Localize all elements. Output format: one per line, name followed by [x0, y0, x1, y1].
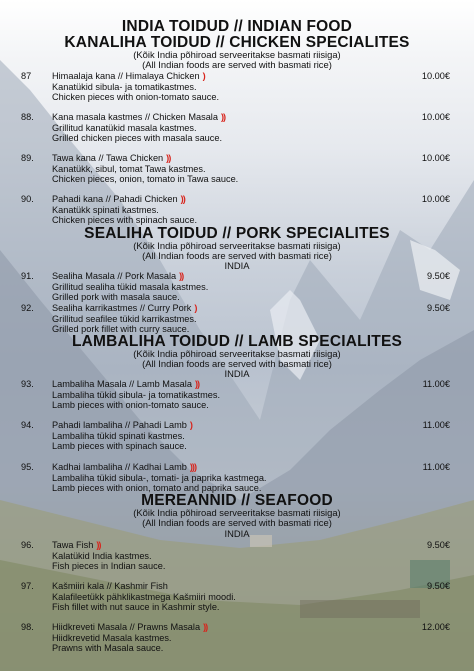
item-title: Sealiha karrikastmes // Curry Pork ): [52, 303, 197, 313]
item-title: Pahadi lambaliha // Pahadi Lamb ): [52, 420, 192, 430]
item-description-et: Lambaliha tükid spinati kastmes.: [52, 430, 185, 441]
item-description-et: Lambaliha tükid sibula- ja tomatikastmes.: [52, 389, 221, 400]
item-number: 92.: [21, 303, 34, 313]
item-price: 10.00€: [421, 71, 450, 81]
item-number: 89.: [21, 153, 34, 163]
item-number: 98.: [21, 622, 34, 632]
item-description-et: Kanatükk spinati kastmes.: [52, 204, 159, 215]
chili-spice-icon: )): [220, 112, 226, 122]
item-price: 10.00€: [421, 153, 450, 163]
item-description-et: Kanatükid sibula- ja tomatikastmes.: [52, 81, 197, 92]
item-description-en: Prawns with Masala sauce.: [52, 643, 164, 654]
item-number: 96.: [21, 540, 34, 550]
item-description-en: Chicken pieces with spinach sauce.: [52, 215, 198, 226]
section-note: (Kõik India põhiroad serveeritakse basmati riisiga): [133, 49, 341, 60]
section-note: INDIA: [224, 368, 250, 379]
item-number: 93.: [21, 379, 34, 389]
item-number: 91.: [21, 271, 34, 281]
item-description-et: Lambaliha tükid sibula-, tomati- ja paprika kastmega.: [52, 472, 267, 483]
section-note: (All Indian foods are served with basmati rice): [142, 358, 332, 369]
item-price: 11.00€: [422, 420, 450, 430]
section-title-indian-food: INDIA TOIDUD // INDIAN FOOD: [121, 18, 353, 35]
item-price: 9.50€: [427, 271, 450, 281]
item-description-en: Fish fillet with nut sauce in Kashmir style.: [52, 602, 220, 613]
item-description-et: Kalafileetükk pähklikastmega Kašmiiri moodi.: [52, 591, 236, 602]
item-description-et: Grillitud seafilee tükid karrikastmes.: [52, 313, 197, 324]
chili-spice-icon: ): [189, 420, 192, 430]
section-title-seafood: MEREANNID // SEAFOOD: [141, 492, 333, 509]
chili-spice-icon: ): [194, 303, 197, 313]
item-number: 95.: [21, 462, 34, 472]
section-note: (Kõik India põhiroad serveeritakse basmati riisiga): [133, 507, 341, 518]
chili-spice-icon: )): [179, 271, 184, 281]
item-title: Lambaliha Masala // Lamb Masala )): [52, 379, 200, 389]
chili-spice-icon: )): [194, 379, 200, 389]
item-description-en: Grilled pork with masala sauce.: [52, 292, 180, 303]
item-description-en: Lamb pieces with onion, tomato and paprika sauce.: [52, 483, 262, 494]
item-description-en: Lamb pieces with onion-tomato sauce.: [52, 400, 209, 411]
item-number: 90.: [21, 194, 34, 204]
item-description-et: Hiidkrevetid Masala kastmes.: [52, 632, 172, 643]
item-description-en: Grilled chicken pieces with masala sauce.: [52, 133, 223, 144]
item-number: 97.: [21, 581, 34, 591]
section-note: (Kõik India põhiroad serveeritakse basmati riisiga): [133, 348, 341, 359]
section-note: INDIA: [224, 260, 250, 271]
item-price: 10.00€: [421, 194, 450, 204]
section-note: (All Indian foods are served with basmati rice): [142, 517, 332, 528]
item-description-en: Fish pieces in Indian sauce.: [52, 561, 166, 572]
item-price: 10.00€: [421, 112, 450, 122]
item-description-en: Grilled pork fillet with curry sauce.: [52, 324, 190, 335]
item-title: Himaalaja kana // Himalaya Chicken ): [52, 71, 205, 81]
item-description-et: Grillitud sealiha tükid masala kastmes.: [52, 281, 209, 292]
item-description-en: Lamb pieces with spinach sauce.: [52, 441, 187, 452]
item-title: Pahadi kana // Pahadi Chicken )): [52, 194, 185, 204]
chili-spice-icon: )): [180, 194, 185, 204]
item-title: Kadhai lambaliha // Kadhai Lamb ))): [52, 462, 197, 472]
item-title: Kana masala kastmes // Chicken Masala )): [52, 112, 226, 122]
item-description-en: Chicken pieces, onion, tomato in Tawa sauce.: [52, 174, 239, 185]
item-description-en: Chicken pieces with onion-tomato sauce.: [52, 92, 219, 103]
section-title-chicken: KANALIHA TOIDUD // CHICKEN SPECIALITES: [64, 34, 410, 51]
item-number: 88.: [21, 112, 34, 122]
item-title: Kašmiiri kala // Kashmir Fish: [52, 581, 168, 591]
item-price: 11.00€: [422, 379, 450, 389]
section-title-pork: SEALIHA TOIDUD // PORK SPECIALITES: [84, 225, 390, 242]
item-price: 9.50€: [427, 540, 450, 550]
section-note: INDIA: [224, 528, 250, 539]
item-price: 12.00€: [421, 622, 450, 632]
item-number: 87: [21, 71, 32, 81]
section-note: (All Indian foods are served with basmati rice): [142, 59, 332, 70]
chili-spice-icon: )): [166, 153, 171, 163]
item-description-et: Kalatükid India kastmes.: [52, 550, 152, 561]
item-number: 94.: [21, 420, 34, 430]
chili-spice-icon: ))): [189, 462, 197, 472]
section-note: (Kõik India põhiroad serveeritakse basmati riisiga): [133, 240, 341, 251]
item-price: 9.50€: [427, 303, 450, 313]
chili-spice-icon: )): [203, 622, 208, 632]
item-description-et: Kanatükk, sibul, tomat Tawa kastmes.: [52, 163, 206, 174]
item-title: Tawa kana // Tawa Chicken )): [52, 153, 171, 163]
item-title: Hiidkreveti Masala // Prawns Masala )): [52, 622, 208, 632]
item-title: Sealiha Masala // Pork Masala )): [52, 271, 184, 281]
section-note: (All Indian foods are served with basmati rice): [142, 250, 332, 261]
item-price: 9.50€: [427, 581, 450, 591]
item-title: Tawa Fish )): [52, 540, 101, 550]
item-description-et: Grillitud kanatükid masala kastmes.: [52, 122, 197, 133]
item-price: 11.00€: [422, 462, 450, 472]
chili-spice-icon: )): [96, 540, 101, 550]
chili-spice-icon: ): [202, 71, 205, 81]
section-title-lamb: LAMBALIHA TOIDUD // LAMB SPECIALITES: [71, 333, 403, 350]
